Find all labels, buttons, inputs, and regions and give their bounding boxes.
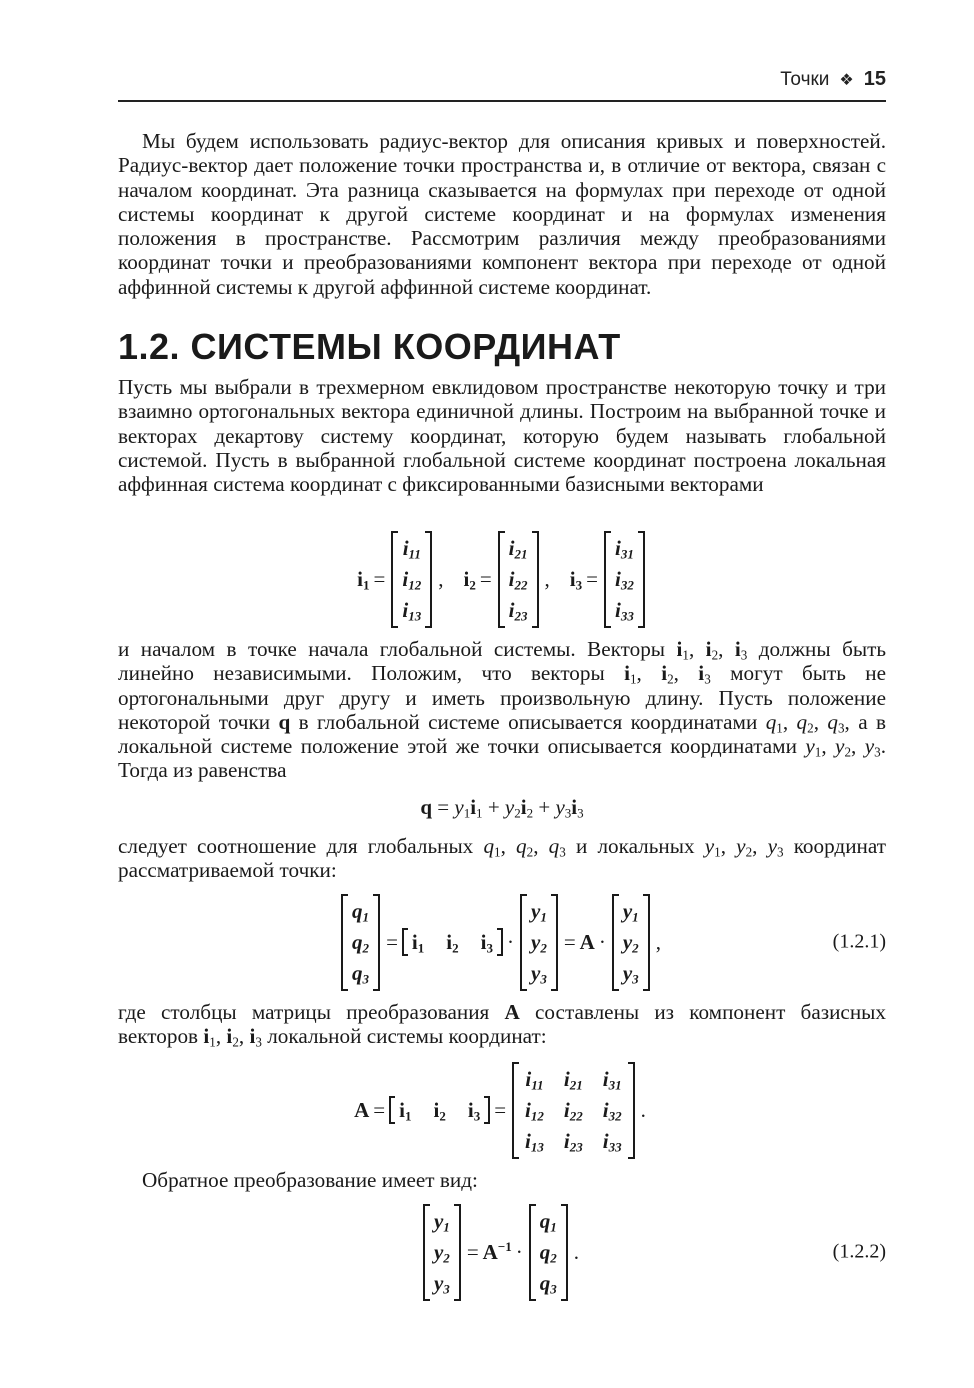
position-equation: $q = y_1i_1 + y_2i_2 + y_3i_3$ bbox=[420, 794, 584, 820]
paragraph-2: и началом в точке начала глобальной системы. Векторы $i_1$, $i_2$, $i_3$ должны быть линейно независимыми. Положим, что векторы $i_1$, $i_2$, $i_3$ могут быть не ортогональными друг другу и иметь произвольную длину. Пусть положение некоторой точки q в глобальной системе описывается координатами $q_1$, $q_2$, $q_3$, а в локальной системе положение этой же точки описывается координатами $y_1$, $y_2$, $y_3$. Тогда из равенства bbox=[118, 637, 887, 783]
matrix-a-symbol: A bbox=[579, 929, 595, 954]
q-column-vector-2: $q_1$ $q_2$ $q_3$ bbox=[529, 1204, 568, 1301]
equation-1-2-1: $q_1$ $q_2$ $q_3$ = $i_1$ $i_2$ $i_3$ · $y_1$ $y_2$ $y_3$ = A · $y_1$ $y_2$ $y_3$ , (1.2.1) bbox=[118, 896, 886, 988]
basis-i2-label: $i_2$ bbox=[463, 566, 476, 592]
header-rule bbox=[118, 100, 886, 102]
matrix-a-inverse: $A^{-1}$ bbox=[482, 1238, 512, 1264]
paragraph-5: Обратное преобразование имеет вид: bbox=[142, 1168, 478, 1192]
y-column-vector: $y_1$ $y_2$ $y_3$ bbox=[520, 894, 558, 991]
ornament-icon: ❖ bbox=[839, 71, 854, 89]
y-column-vector-3: $y_1$ $y_2$ $y_3$ bbox=[423, 1204, 461, 1301]
basis-i1-label: $i_1$ bbox=[357, 566, 370, 592]
equation-number-1: (1.2.1) bbox=[832, 930, 886, 953]
basis-i2-matrix: $i_{21}$ $i_{22}$ $i_{23}$ bbox=[498, 531, 539, 628]
running-head-section: Точки bbox=[780, 68, 830, 90]
basis-i3-label: $i_3$ bbox=[569, 566, 583, 592]
paragraph-1: Пусть мы выбрали в трехмерном евклидовом пространстве некоторую точку и три взаимно ортогональных вектора единичной длины. Построим на выбранной точке и векторах декартову систему координат, которую будем называть глобальной системой. Пусть в выбранной глобальной системе координат построена локальная аффинная система координат с фиксированными базисными векторами bbox=[118, 375, 886, 497]
page-number: 15 bbox=[863, 68, 886, 90]
q-column-vector: $q_1$ $q_2$ $q_3$ bbox=[341, 894, 380, 991]
equation-1-2-2: $y_1$ $y_2$ $y_3$ = $A^{-1}$ · $q_1$ $q_2$ $q_3$ . (1.2.2) bbox=[118, 1206, 886, 1298]
paragraph-3: следует соотношение для глобальных $q_1$, $q_2$, $q_3$ и локальных $y_1$, $y_2$, $y_3$ координат рассматриваемой точки: bbox=[118, 834, 887, 883]
basis-row-vector-2: $i_1$ $i_2$ $i_3$ bbox=[389, 1096, 490, 1124]
equation-number-2: (1.2.2) bbox=[832, 1240, 886, 1263]
basis-i3-matrix: $i_{31}$ $i_{32}$ $i_{33}$ bbox=[604, 531, 645, 628]
matrix-a-entries: $i_{11}$ $i_{21}$ $i_{31}$ $i_{12}$ $i_{22}$ $i_{32}$ $i_{13}$ $i_{23}$ $i_{33}$ bbox=[512, 1062, 635, 1159]
matrix-a-definition: A = $i_1$ $i_2$ $i_3$ = $i_{11}$ $i_{21}$ $i_{31}$ $i_{12}$ $i_{22}$ $i_{32}$ $i_{13}$ $i_{23}$ $i_{33}$ . bbox=[118, 1064, 886, 1156]
intro-paragraph: Мы будем использовать радиус-вектор для описания кривых и поверхностей. Радиус-вектор дает положение точки пространства и, в отличие от вектора, связан с началом координат. Эта разница сказывается на формулах при переходе от одной системы координат к другой системе координат и на формулах изменения положения в пространстве. Рассмотрим различия между преобразованиями координат точки и преобразованиями компонент вектора при переходе от одной аффинной системы к другой аффинной системе координат. bbox=[118, 129, 886, 299]
section-heading: 1.2. СИСТЕМЫ КООРДИНАТ bbox=[118, 326, 621, 367]
basis-vectors-equation: $i_1$ = $i_{11}$ $i_{12}$ $i_{13}$ , $i_2$ = $i_{21}$ $i_{22}$ $i_{23}$ , $i_3$ = $i_{31}$ $i_{32}$ $i_{33}$ bbox=[118, 533, 886, 625]
paragraph-4: где столбцы матрицы преобразования A составлены из компонент базисных векторов $i_1$, $i_2$, $i_3$ локальной системы координат: bbox=[118, 1000, 887, 1050]
basis-row-vector: $i_1$ $i_2$ $i_3$ bbox=[402, 928, 503, 956]
y-column-vector-2: $y_1$ $y_2$ $y_3$ bbox=[612, 894, 650, 991]
running-head bbox=[780, 68, 886, 91]
basis-i1-matrix: $i_{11}$ $i_{12}$ $i_{13}$ bbox=[391, 531, 432, 628]
